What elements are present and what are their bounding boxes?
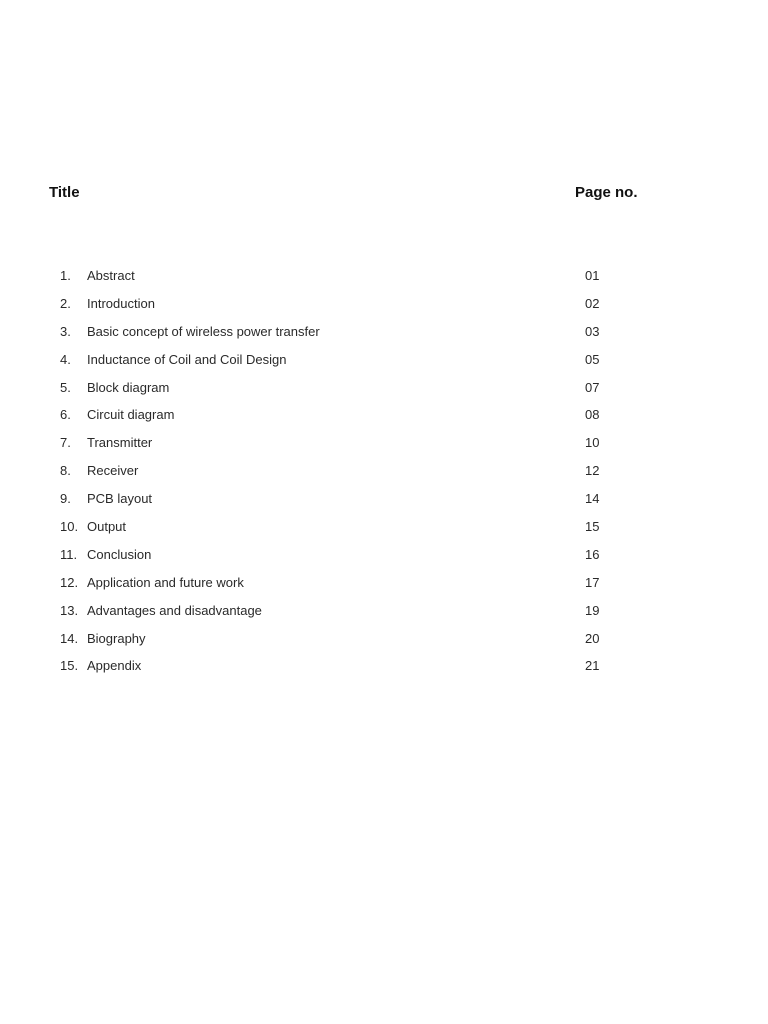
toc-entry xyxy=(0,433,768,461)
toc-entry-number: 9. xyxy=(60,491,71,507)
toc-entry-page: 14 xyxy=(585,491,600,507)
toc-entry-number: 5. xyxy=(60,379,71,395)
toc-entry-page: 12 xyxy=(585,463,600,479)
toc-entry-number: 7. xyxy=(60,435,71,451)
toc-entry-number: 13. xyxy=(60,602,79,618)
toc-entry-number: 6. xyxy=(60,407,71,423)
toc-entry-page: 07 xyxy=(585,379,600,395)
toc-entry-page: 19 xyxy=(585,602,600,618)
toc-entry-label: Application and future work xyxy=(87,574,244,590)
toc-entry-number: 14. xyxy=(60,630,79,646)
toc-entry-number: 12. xyxy=(60,574,79,590)
toc-entry-page: 01 xyxy=(585,268,600,283)
toc-entry-label: Abstract xyxy=(87,268,135,283)
toc-entry xyxy=(0,405,768,433)
toc-entry xyxy=(0,350,768,378)
toc-entry-number: 11. xyxy=(60,546,78,562)
toc-entry-label: Appendix xyxy=(87,658,142,674)
toc-entry-number: 15. xyxy=(60,658,79,674)
toc-entry-label: Circuit diagram xyxy=(87,407,175,423)
toc-entry-label: Receiver xyxy=(87,463,139,479)
toc-entry-page: 02 xyxy=(585,295,600,311)
toc-entry-page: 10 xyxy=(585,435,600,451)
toc-entry xyxy=(0,294,768,322)
toc-entry xyxy=(0,461,768,489)
toc-entry-label: Advantages and disadvantage xyxy=(87,602,262,618)
toc-entry-page: 20 xyxy=(585,630,600,646)
toc-entry-label: Introduction xyxy=(87,295,155,311)
table-of-contents xyxy=(0,266,768,684)
toc-entry-label: Biography xyxy=(87,630,146,646)
toc-entry-label: Output xyxy=(87,519,127,535)
toc-entry-page: 21 xyxy=(585,658,600,674)
toc-entry-label: Conclusion xyxy=(87,546,152,562)
toc-entry-number: 4. xyxy=(60,351,71,367)
toc-entry-number: 3. xyxy=(60,323,71,339)
toc-entry xyxy=(0,266,768,294)
toc-entry-page: 03 xyxy=(585,323,600,339)
toc-entry xyxy=(0,656,768,684)
toc-entry-label: Inductance of Coil and Coil Design xyxy=(87,351,287,367)
toc-entry-label: Block diagram xyxy=(87,379,170,395)
toc-entry xyxy=(0,573,768,601)
toc-entry-number: 1. xyxy=(60,268,71,283)
toc-entry xyxy=(0,378,768,406)
toc-title-header: Title xyxy=(49,184,80,201)
toc-entry-page: 05 xyxy=(585,351,600,367)
toc-entry-page: 16 xyxy=(585,546,600,562)
toc-entry-page: 15 xyxy=(585,519,600,535)
toc-page-header: Page no. xyxy=(575,184,638,201)
toc-entry xyxy=(0,489,768,517)
toc-entry xyxy=(0,601,768,629)
toc-entry-label: Basic concept of wireless power transfer xyxy=(87,323,320,339)
toc-entry-number: 10. xyxy=(60,519,79,535)
toc-entry-number: 8. xyxy=(60,463,71,479)
toc-entry xyxy=(0,545,768,573)
toc-entry-label: PCB layout xyxy=(87,491,153,507)
toc-entry-label: Transmitter xyxy=(87,435,153,451)
toc-entry-page: 17 xyxy=(585,574,600,590)
toc-entry xyxy=(0,517,768,545)
toc-entry-page: 08 xyxy=(585,407,600,423)
toc-entry-number: 2. xyxy=(60,295,71,311)
toc-entry xyxy=(0,629,768,657)
toc-entry xyxy=(0,322,768,350)
